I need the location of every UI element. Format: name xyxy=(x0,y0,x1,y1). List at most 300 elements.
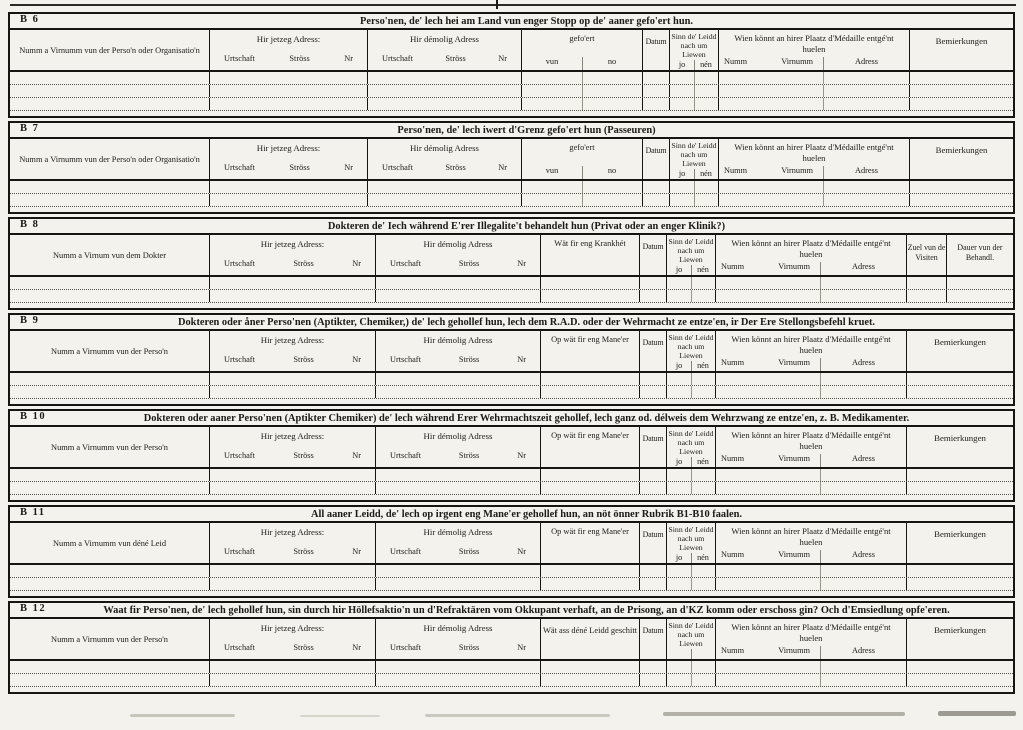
entry-cell-former-address xyxy=(367,181,521,193)
address-subheaders xyxy=(210,259,375,268)
column-header-detail: Wät fir eng Krankhét xyxy=(540,235,639,275)
table-header-row xyxy=(10,331,1013,373)
section-number: B 9 xyxy=(20,315,40,326)
subheader-jo: jo xyxy=(675,360,683,370)
subheader-nr: Nr xyxy=(517,547,526,556)
entry-cell-name xyxy=(10,469,209,481)
table-body xyxy=(10,181,1013,207)
section-title-bar xyxy=(10,411,1013,427)
subheader-numm: Numm xyxy=(721,454,745,463)
entry-cell-alive xyxy=(666,469,715,481)
entry-cell-detail xyxy=(540,386,639,398)
entry-cell-name xyxy=(10,181,209,193)
entry-row xyxy=(10,373,1013,386)
entry-cell-name xyxy=(10,661,209,673)
entry-cell-remarks xyxy=(906,482,1013,494)
subheader-nr: Nr xyxy=(352,547,361,556)
subheader-jo: jo xyxy=(675,552,683,562)
subheader-nr: Nr xyxy=(344,163,353,172)
entry-cell-alive xyxy=(666,661,715,673)
entry-cell-alive xyxy=(666,290,715,302)
section-number: B 6 xyxy=(20,14,40,25)
entry-cell-date xyxy=(642,98,669,110)
section-heading: Waat fir Perso'nen, de' lech gehollef hun, sin durch hir Höllefsaktio'n un d'Refraktären vom Okkupant verhaft, an de Prisong, an d'KZ komm oder erschoss gin? Och d'Emsiedlung opfe'eren. xyxy=(103,604,950,616)
subheader-jo: jo xyxy=(678,59,686,69)
entry-cell-current-address xyxy=(209,98,367,110)
entry-row xyxy=(10,578,1013,591)
entry-cell-detail xyxy=(540,661,639,673)
subheader-no: no xyxy=(607,166,617,175)
column-header-date: Datum xyxy=(639,331,666,371)
entry-cell-date xyxy=(639,277,666,289)
column-header-current-address: Hir jetzeg Adress: Urtschaft Ströss Nr xyxy=(209,235,375,275)
column-header-current-address: Hir jetzeg Adress: Urtschaft Ströss Nr xyxy=(209,427,375,467)
entry-cell-detail xyxy=(540,578,639,590)
section-number: B 10 xyxy=(20,411,47,422)
scan-smudge xyxy=(663,712,905,716)
entry-cell-current-address xyxy=(209,277,375,289)
entry-cell-name xyxy=(10,277,209,289)
entry-cell-detail xyxy=(521,181,642,193)
entry-cell-medal-recipient xyxy=(715,469,906,481)
entry-cell-current-address xyxy=(209,72,367,84)
scan-smudge xyxy=(130,714,235,717)
subheader-urtschaft: Urtschaft xyxy=(224,163,255,172)
entry-cell-detail xyxy=(521,98,642,110)
entry-cell-date xyxy=(639,661,666,673)
subheader-stross: Ströss xyxy=(293,259,314,268)
column-header-medal-recipient: Wien könnt an hirer Plaatz d'Médaille entgé'nt huelen Numm Virnumm Adress xyxy=(715,619,906,659)
section-heading: Dokteren de' Iech während E'rer Illegalite't behandelt hun (Privat oder an enger Klinik?) xyxy=(327,220,726,232)
entry-cell-detail xyxy=(521,72,642,84)
entry-cell-former-address xyxy=(367,194,521,206)
entry-cell-detail xyxy=(540,469,639,481)
column-header-current-address: Hir jetzeg Adress: Urtschaft Ströss Nr xyxy=(209,523,375,563)
entry-cell-date xyxy=(639,469,666,481)
subheader-urtschaft: Urtschaft xyxy=(390,451,421,460)
column-header-remarks: Bemierkungen xyxy=(909,30,1013,70)
subheader-virnumm: Virnumm xyxy=(778,358,810,367)
column-header-former-address: Hir démolig Adress Urtschaft Ströss Nr xyxy=(375,427,540,467)
entry-cell-visit-count xyxy=(906,277,946,289)
entry-cell-remarks xyxy=(909,72,1013,84)
subheader-stross: Ströss xyxy=(293,547,314,556)
column-header-remarks: Bemierkungen xyxy=(906,331,1013,371)
entry-cell-former-address xyxy=(375,290,540,302)
entry-cell-detail xyxy=(540,482,639,494)
entry-cell-former-address xyxy=(367,98,521,110)
entry-cell-remarks xyxy=(906,578,1013,590)
subheader-urtschaft: Urtschaft xyxy=(224,54,255,63)
address-subheaders xyxy=(368,54,521,63)
subheader-nr: Nr xyxy=(352,451,361,460)
detail-subheaders xyxy=(522,57,642,70)
entry-cell-detail xyxy=(540,565,639,577)
entry-cell-remarks xyxy=(909,194,1013,206)
table-header-row xyxy=(10,139,1013,181)
address-subheaders xyxy=(210,163,367,172)
section-title-bar xyxy=(10,603,1013,619)
address-subheaders xyxy=(376,355,540,364)
subheader-urtschaft: Urtschaft xyxy=(390,259,421,268)
entry-cell-medal-recipient xyxy=(715,482,906,494)
column-header-name: Numm a Virnumm vun der Perso'n xyxy=(51,442,168,452)
subheader-urtschaft: Urtschaft xyxy=(224,547,255,556)
entry-cell-medal-recipient xyxy=(715,578,906,590)
entry-cell-alive xyxy=(666,386,715,398)
entry-cell-name xyxy=(10,373,209,385)
section-heading: Perso'nen, de' lech hei am Land vun enger Stopp op de' aaner gefo'ert hun. xyxy=(359,15,693,27)
subheader-urtschaft: Urtschaft xyxy=(382,54,413,63)
entry-cell-former-address xyxy=(375,469,540,481)
page-top-rule xyxy=(10,4,1016,6)
entry-cell-former-address xyxy=(375,373,540,385)
column-header-detail: Op wät fir eng Mane'er xyxy=(540,427,639,467)
medal-subheaders xyxy=(719,57,909,70)
column-header-name: Numm a Virnumm vun der Perso'n oder Organisatio'n xyxy=(19,154,200,164)
column-header-former-address: Hir démolig Adress Urtschaft Ströss Nr xyxy=(375,235,540,275)
row-spacer xyxy=(10,495,1013,500)
entry-cell-date xyxy=(639,386,666,398)
subheader-numm: Numm xyxy=(721,646,745,655)
entry-cell-medal-recipient xyxy=(718,85,909,97)
alive-subheaders xyxy=(667,361,715,371)
entry-row xyxy=(10,290,1013,303)
entry-cell-remarks xyxy=(909,181,1013,193)
subheader-numm: Numm xyxy=(724,166,748,175)
column-header-detail: Wät ass déné Leidd geschitt xyxy=(540,619,639,659)
section-title-bar xyxy=(10,123,1013,139)
entry-row xyxy=(10,661,1013,674)
entry-cell-alive xyxy=(669,72,718,84)
entry-cell-remarks xyxy=(906,386,1013,398)
entry-cell-current-address xyxy=(209,565,375,577)
column-header-alive: Sinn de' Leidd nach um Liewen jo nén xyxy=(669,30,718,70)
medal-subheaders xyxy=(716,358,906,371)
subheader-nr: Nr xyxy=(517,643,526,652)
entry-cell-detail xyxy=(521,85,642,97)
subheader-virnumm: Virnumm xyxy=(778,646,810,655)
subheader-adress: Adress xyxy=(820,262,906,275)
column-header-alive: Sinn de' Leidd nach um Liewen jo nén xyxy=(666,235,715,275)
table-body xyxy=(10,72,1013,111)
subheader-adress: Adress xyxy=(820,358,906,371)
alive-subheaders xyxy=(670,169,718,179)
subheader-adress: Adress xyxy=(820,454,906,467)
entry-cell-date xyxy=(642,85,669,97)
address-subheaders xyxy=(368,163,521,172)
entry-cell-alive xyxy=(666,674,715,686)
entry-cell-medal-recipient xyxy=(715,373,906,385)
address-subheaders xyxy=(210,451,375,460)
column-header-medal-recipient: Wien könnt an hirer Plaatz d'Médaille entgé'nt huelen Numm Virnumm Adress xyxy=(718,30,909,70)
subheader-stross: Ströss xyxy=(458,355,480,364)
scan-smudge xyxy=(938,711,1016,716)
subheader-nr: Nr xyxy=(352,355,361,364)
section-b8 xyxy=(8,217,1015,310)
column-header-alive: Sinn de' Leidd nach um Liewen jo nén xyxy=(666,427,715,467)
section-title-bar xyxy=(10,219,1013,235)
column-header-name: Numm a Virnumm vun der Perso'n oder Organisatio'n xyxy=(19,45,200,55)
entry-cell-alive xyxy=(666,373,715,385)
entry-cell-date xyxy=(639,565,666,577)
section-title-bar xyxy=(10,14,1013,30)
entry-row xyxy=(10,194,1013,207)
column-header-name: Numm a Virnumm vun der Perso'n xyxy=(51,634,168,644)
entry-cell-medal-recipient xyxy=(715,674,906,686)
subheader-stross: Ströss xyxy=(445,163,466,172)
table-body xyxy=(10,277,1013,303)
section-title-bar xyxy=(10,507,1013,523)
form-sheet xyxy=(8,12,1015,697)
entry-cell-current-address xyxy=(209,386,375,398)
alive-subheaders xyxy=(667,265,715,275)
address-subheaders xyxy=(376,547,540,556)
column-header-detail: Op wät fir eng Mane'er xyxy=(540,331,639,371)
subheader-virnumm: Virnumm xyxy=(781,166,813,175)
address-subheaders xyxy=(376,643,540,652)
entry-cell-detail xyxy=(540,373,639,385)
subheader-jo: jo xyxy=(675,456,683,466)
entry-cell-medal-recipient xyxy=(715,277,906,289)
subheader-numm: Numm xyxy=(724,57,748,66)
section-heading: Perso'nen, de' lech iwert d'Grenz gefo'ert hun (Passeuren) xyxy=(397,124,656,136)
section-b6 xyxy=(8,12,1015,118)
section-b10 xyxy=(8,409,1015,502)
entry-cell-current-address xyxy=(209,373,375,385)
entry-cell-name xyxy=(10,98,209,110)
entry-cell-former-address xyxy=(375,578,540,590)
subheader-nr: Nr xyxy=(498,163,507,172)
entry-cell-alive xyxy=(669,85,718,97)
column-header-name: Numm a Virnumm vun der Perso'n xyxy=(51,346,168,356)
entry-row xyxy=(10,469,1013,482)
entry-cell-treatment-duration xyxy=(946,277,1013,289)
subheader-adress: Adress xyxy=(820,550,906,563)
entry-cell-medal-recipient xyxy=(718,181,909,193)
entry-cell-former-address xyxy=(375,565,540,577)
address-subheaders xyxy=(376,259,540,268)
entry-cell-visit-count xyxy=(906,290,946,302)
subheader-stross: Ströss xyxy=(458,451,480,460)
entry-cell-date xyxy=(639,373,666,385)
column-header-date: Datum xyxy=(639,619,666,659)
row-spacer xyxy=(10,111,1013,116)
subheader-urtschaft: Urtschaft xyxy=(224,451,255,460)
section-heading: All aaner Leidd, de' lech op irgent eng Mane'er gehollef hun, an nöt önner Rubrik B1-B10 faalen. xyxy=(311,508,742,520)
table-body xyxy=(10,565,1013,591)
table-header-row xyxy=(10,235,1013,277)
row-spacer xyxy=(10,687,1013,692)
subheader-jo: jo xyxy=(678,168,686,178)
subheader-nr: Nr xyxy=(352,643,361,652)
entry-cell-date xyxy=(639,482,666,494)
section-number: B 7 xyxy=(20,123,40,134)
column-header-date: Datum xyxy=(642,30,669,70)
section-b9 xyxy=(8,313,1015,406)
entry-cell-medal-recipient xyxy=(718,72,909,84)
entry-cell-remarks xyxy=(906,661,1013,673)
scan-smudge xyxy=(300,715,380,717)
alive-subheaders xyxy=(667,649,715,659)
subheader-vun: vun xyxy=(545,57,559,66)
subheader-virnumm: Virnumm xyxy=(778,454,810,463)
subheader-nr: Nr xyxy=(498,54,507,63)
medal-subheaders xyxy=(719,166,909,179)
entry-cell-former-address xyxy=(367,85,521,97)
subheader-urtschaft: Urtschaft xyxy=(390,547,421,556)
table-header-row xyxy=(10,523,1013,565)
section-number: B 12 xyxy=(20,603,47,614)
entry-cell-medal-recipient xyxy=(715,661,906,673)
table-body xyxy=(10,469,1013,495)
subheader-nr: Nr xyxy=(517,355,526,364)
entry-cell-medal-recipient xyxy=(715,386,906,398)
entry-cell-medal-recipient xyxy=(715,290,906,302)
entry-cell-remarks xyxy=(909,98,1013,110)
medal-subheaders xyxy=(716,550,906,563)
entry-row xyxy=(10,386,1013,399)
subheader-stross: Ströss xyxy=(293,355,314,364)
column-header-current-address: Hir jetzeg Adress: Urtschaft Ströss Nr xyxy=(209,619,375,659)
entry-cell-current-address xyxy=(209,674,375,686)
column-header-former-address: Hir démolig Adress Urtschaft Ströss Nr xyxy=(367,30,521,70)
subheader-numm: Numm xyxy=(721,550,745,559)
address-subheaders xyxy=(210,54,367,63)
entry-cell-date xyxy=(639,674,666,686)
subheader-urtschaft: Urtschaft xyxy=(390,355,421,364)
entry-cell-name xyxy=(10,674,209,686)
subheader-stross: Ströss xyxy=(458,259,480,268)
medal-subheaders xyxy=(716,454,906,467)
subheader-nr: Nr xyxy=(352,259,361,268)
subheader-no: no xyxy=(607,57,617,66)
column-header-alive: Sinn de' Leidd nach um Liewen xyxy=(666,619,715,659)
subheader-nen: nén xyxy=(697,456,709,466)
subheader-nr: Nr xyxy=(344,54,353,63)
entry-cell-detail xyxy=(540,277,639,289)
entry-cell-current-address xyxy=(209,194,367,206)
column-header-detail: Op wät fir eng Mane'er xyxy=(540,523,639,563)
entry-row xyxy=(10,85,1013,98)
column-header-visit-count: Zuel vun de Visiten xyxy=(906,235,946,275)
entry-cell-name xyxy=(10,72,209,84)
column-header-medal-recipient: Wien könnt an hirer Plaatz d'Médaille entgé'nt huelen Numm Virnumm Adress xyxy=(718,139,909,179)
entry-cell-current-address xyxy=(209,578,375,590)
section-number: B 11 xyxy=(20,507,46,518)
address-subheaders xyxy=(210,547,375,556)
entry-cell-medal-recipient xyxy=(718,194,909,206)
column-header-medal-recipient: Wien könnt an hirer Plaatz d'Médaille entgé'nt huelen Numm Virnumm Adress xyxy=(715,331,906,371)
entry-cell-current-address xyxy=(209,181,367,193)
column-header-current-address: Hir jetzeg Adress: Urtschaft Ströss Nr xyxy=(209,331,375,371)
subheader-nen: nén xyxy=(697,360,709,370)
section-b11 xyxy=(8,505,1015,598)
subheader-urtschaft: Urtschaft xyxy=(382,163,413,172)
medal-subheaders xyxy=(716,262,906,275)
table-header-row xyxy=(10,427,1013,469)
column-header-alive: Sinn de' Leidd nach um Liewen jo nén xyxy=(666,331,715,371)
column-header-remarks: Bemierkungen xyxy=(906,523,1013,563)
entry-row xyxy=(10,181,1013,194)
section-heading: Dokteren oder åner Perso'nen (Aptikter, Chemiker,) de' lech gehollef hun, lech dem R.A.D. oder der Wehrmacht ze entze'en, ir Der Ere Stellongsbefehl kruet. xyxy=(177,316,876,328)
subheader-nen xyxy=(691,649,715,659)
column-header-current-address: Hir jetzeg Adress: Urtschaft Ströss Nr xyxy=(209,30,367,70)
subheader-adress: Adress xyxy=(823,166,909,179)
entry-cell-former-address xyxy=(367,72,521,84)
table-body xyxy=(10,661,1013,687)
entry-cell-date xyxy=(639,290,666,302)
column-header-former-address: Hir démolig Adress Urtschaft Ströss Nr xyxy=(367,139,521,179)
subheader-vun: vun xyxy=(545,166,559,175)
subheader-nen: nén xyxy=(697,264,709,274)
entry-cell-name xyxy=(10,578,209,590)
address-subheaders xyxy=(210,643,375,652)
row-spacer xyxy=(10,591,1013,596)
subheader-nen: nén xyxy=(697,552,709,562)
subheader-nen: nén xyxy=(700,59,712,69)
entry-cell-current-address xyxy=(209,290,375,302)
fold-mark-icon xyxy=(496,0,498,9)
entry-cell-former-address xyxy=(375,674,540,686)
row-spacer xyxy=(10,399,1013,404)
entry-cell-date xyxy=(642,72,669,84)
entry-cell-alive xyxy=(669,181,718,193)
table-body xyxy=(10,373,1013,399)
entry-cell-alive xyxy=(666,277,715,289)
column-header-name: Numm a Virnumm vun déné Leid xyxy=(52,538,167,548)
address-subheaders xyxy=(376,451,540,460)
entry-cell-current-address xyxy=(209,85,367,97)
column-header-date: Datum xyxy=(642,139,669,179)
column-header-alive: Sinn de' Leidd nach um Liewen jo nén xyxy=(666,523,715,563)
entry-cell-former-address xyxy=(375,277,540,289)
column-header-former-address: Hir démolig Adress Urtschaft Ströss Nr xyxy=(375,523,540,563)
column-header-detail: gefo'ert vun no xyxy=(521,139,642,179)
subheader-nen: nén xyxy=(700,168,712,178)
entry-cell-alive xyxy=(666,482,715,494)
entry-cell-date xyxy=(642,181,669,193)
entry-cell-remarks xyxy=(906,373,1013,385)
entry-cell-treatment-duration xyxy=(946,290,1013,302)
row-spacer xyxy=(10,303,1013,308)
column-header-medal-recipient: Wien könnt an hirer Plaatz d'Médaille entgé'nt huelen Numm Virnumm Adress xyxy=(715,235,906,275)
column-header-date: Datum xyxy=(639,523,666,563)
subheader-virnumm: Virnumm xyxy=(778,262,810,271)
subheader-numm: Numm xyxy=(721,358,745,367)
column-header-detail: gefo'ert vun no xyxy=(521,30,642,70)
subheader-stross: Ströss xyxy=(293,451,314,460)
entry-row xyxy=(10,482,1013,495)
column-header-date: Datum xyxy=(639,427,666,467)
entry-cell-alive xyxy=(669,194,718,206)
entry-cell-former-address xyxy=(375,482,540,494)
subheader-urtschaft: Urtschaft xyxy=(390,643,421,652)
subheader-adress: Adress xyxy=(823,57,909,70)
subheader-stross: Ströss xyxy=(293,643,314,652)
subheader-adress: Adress xyxy=(820,646,906,659)
medal-subheaders xyxy=(716,646,906,659)
detail-subheaders xyxy=(522,166,642,179)
subheader-jo: jo xyxy=(675,264,683,274)
scan-smudge xyxy=(425,714,610,717)
subheader-stross: Ströss xyxy=(458,643,480,652)
column-header-treatment-duration: Dauer vun der Behandl. xyxy=(946,235,1013,275)
entry-cell-name xyxy=(10,386,209,398)
subheader-nr: Nr xyxy=(517,451,526,460)
entry-cell-current-address xyxy=(209,469,375,481)
entry-cell-current-address xyxy=(209,661,375,673)
